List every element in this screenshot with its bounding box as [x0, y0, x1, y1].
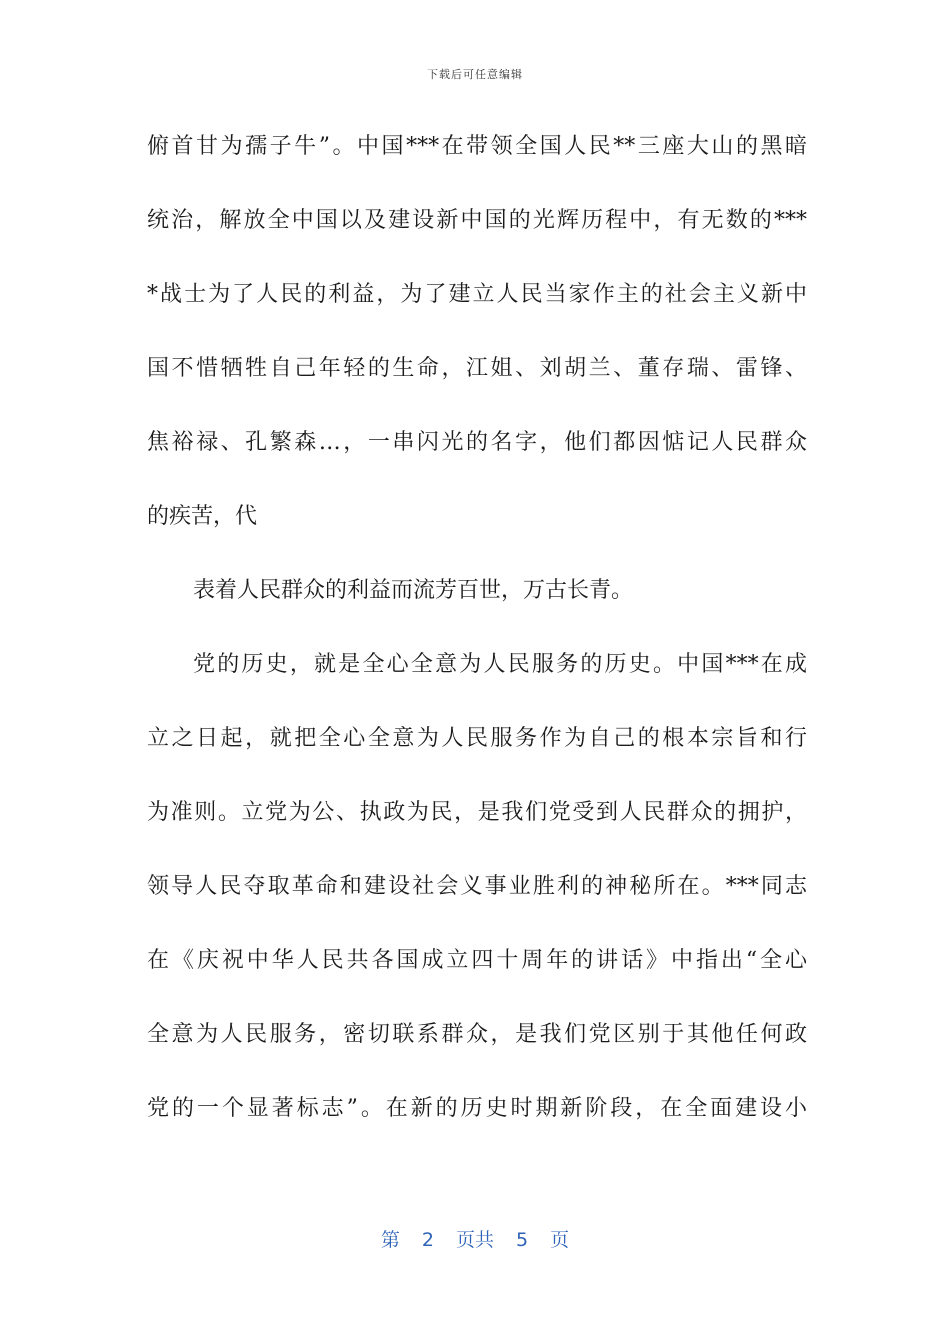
page-header-note: 下载后可任意编辑 [427, 68, 523, 81]
text-line: *战士为了人民的利益，为了建立人民当家作主的社会主义新中 [147, 282, 807, 307]
page-suffix: 页 [550, 1229, 570, 1251]
page-total: 5 [516, 1229, 529, 1251]
text-line: 俯首甘为孺子牛”。中国***在带领全国人民**三座大山的黑暗 [147, 134, 807, 159]
text-line: 在《庆祝中华人民共各国成立四十周年的讲话》中指出“全心 [147, 948, 807, 973]
text-line: 党的一个显著标志”。在新的历史时期新阶段，在全面建设小 [147, 1096, 807, 1121]
text-line: 为准则。立党为公、执政为民，是我们党受到人民群众的拥护， [147, 800, 807, 825]
page-number-footer [0, 1225, 950, 1252]
document-body [147, 122, 807, 1158]
page-prefix: 第 [380, 1229, 400, 1251]
text-line: 的疾苦，代 [147, 504, 258, 529]
text-line: 国不惜牺牲自己年轻的生命，江姐、刘胡兰、董存瑞、雷锋、 [147, 356, 807, 381]
text-line: 立之日起，就把全心全意为人民服务作为自己的根本宗旨和行 [147, 726, 807, 751]
page-current: 2 [421, 1229, 434, 1251]
page-mid: 页共 [455, 1229, 494, 1251]
text-line: 统治，解放全中国以及建设新中国的光辉历程中，有无数的*** [147, 208, 807, 233]
text-line: 领导人民夺取革命和建设社会义事业胜利的神秘所在。***同志 [147, 874, 807, 899]
text-line: 焦裕禄、孔繁森…，一串闪光的名字，他们都因惦记人民群众 [147, 430, 807, 455]
paragraph-start-line: 党的历史，就是全心全意为人民服务的历史。中国***在成 [193, 652, 807, 677]
text-line: 全意为人民服务，密切联系群众，是我们党区别于其他任何政 [147, 1022, 807, 1047]
text-line: 表着人民群众的利益而流芳百世，万古长青。 [193, 578, 634, 603]
